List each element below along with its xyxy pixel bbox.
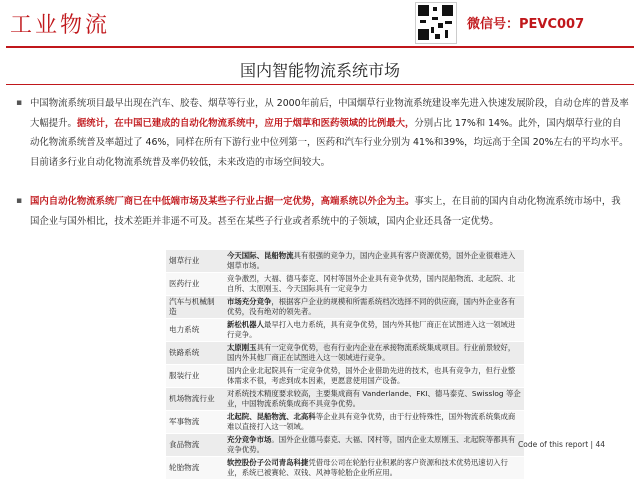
table-row-category: 军事物流 bbox=[166, 411, 224, 434]
table-row-desc bbox=[224, 319, 524, 342]
table-row-bold: 太原刚玉 bbox=[227, 343, 257, 352]
table-row-desc bbox=[224, 457, 524, 479]
table-row-category: 医药行业 bbox=[166, 273, 224, 296]
table-row bbox=[166, 273, 524, 296]
table-row bbox=[166, 434, 524, 457]
paragraph-2-highlight: 国内自动化物流系统厂商已在中低端市场及某些子行业占据一定优势，高端系统以外企为主。 bbox=[30, 196, 414, 207]
table-row bbox=[166, 388, 524, 411]
page-header bbox=[0, 0, 640, 48]
table-row-category: 烟草行业 bbox=[166, 250, 224, 273]
paragraph-1-highlight: 据统计，在中国已建成的自动化物流系统中，应用于烟草和医药领域的比例最大， bbox=[77, 118, 415, 129]
table-row bbox=[166, 411, 524, 434]
table-row-text: 最早打入电力系统，具有竞争优势，国内外其他厂商正在试图进入这一领域进行竞争。 bbox=[227, 320, 515, 339]
table-row-text: ，根据客户企业的规模和所需系统档次选择不同的供应商，国内外企业各有优势，没有绝对的领先者。 bbox=[227, 297, 515, 316]
table-row-bold: 新松机器人 bbox=[227, 320, 264, 329]
table-row-bold: 软控股份子公司青岛科捷 bbox=[227, 458, 308, 467]
table-row bbox=[166, 365, 524, 388]
table-row-desc bbox=[224, 411, 524, 434]
paragraph-1-text-b: 分别占比 17%和 14%。此外，国内烟草行业的自动化物流系统普及率超过了 46%，同样在所有下游行业中位列第一，医药和汽车行业分别为 41%和39%，均远高于全国 20%左右的平均水平。目前诸多行业自动化物流系统普及率仍较低，未来改造的市场空间较大。 bbox=[30, 118, 629, 168]
paragraph-2-text: 事实上，在目前的国内自动化物流系统市场中，我国企业与国外相比，技术差距并非遥不可及。甚至在某些子行业或者系统中的子领域，国内企业还具备一定优势。 bbox=[30, 196, 621, 227]
table-row bbox=[166, 319, 524, 342]
table-row-category: 轮胎物流 bbox=[166, 457, 224, 479]
table-row-bold: 充分竞争市场 bbox=[227, 435, 271, 444]
table-row-category: 食品物流 bbox=[166, 434, 224, 457]
header-divider bbox=[6, 46, 634, 48]
table-row-text: 具有一定竞争优势，也有行业内企业在承接物流系统集成项目。行业前景较好，国内外其他厂商正在试图进入这一领域进行竞争。 bbox=[227, 343, 515, 362]
table-row bbox=[166, 296, 524, 319]
table-row-desc bbox=[224, 365, 524, 388]
table-row bbox=[166, 250, 524, 273]
industry-competition-table bbox=[166, 249, 524, 479]
table-row-category: 服装行业 bbox=[166, 365, 224, 388]
table-row-bold: 今天国际、昆船物流 bbox=[227, 251, 294, 260]
table-row-desc bbox=[224, 388, 524, 411]
bullet-icon: ▪ bbox=[16, 94, 22, 114]
bullet-icon: ▪ bbox=[16, 192, 22, 212]
table-row-text: 。国外企业德马泰克、大福、冈村等，国内企业太原刚玉、北起院等都具有竞争优势。 bbox=[227, 435, 515, 454]
table-row-text: 具有很强的竞争力，国内企业具有客户资源优势，国外企业很难进入烟草市场。 bbox=[227, 251, 515, 270]
wechat-id: 微信号：PEVC007 bbox=[467, 13, 584, 32]
table-row-text: 凭借母公司在轮胎行业积累的客户资源和技术优势迅速切入行业，系统已被赛轮、双钱、风神等轮胎企业所应用。 bbox=[227, 458, 508, 477]
table-row-category: 机场物流行业 bbox=[166, 388, 224, 411]
qr-code-icon bbox=[415, 2, 457, 44]
table-row bbox=[166, 457, 524, 479]
table-row-desc bbox=[224, 273, 524, 296]
brand-title: 工业物流 bbox=[10, 8, 110, 39]
table-row-text: 竞争激烈，大福、德马泰克、冈村等国外企业具有竞争优势，国内昆船物流、北起院、北自所、太原刚玉、今天国际具有一定竞争力 bbox=[227, 274, 515, 293]
paragraph-1 bbox=[30, 94, 630, 172]
table-row-desc bbox=[224, 342, 524, 365]
table-row-desc bbox=[224, 296, 524, 319]
paragraph-2 bbox=[30, 192, 630, 231]
page-footer: Code of this report | 44 bbox=[518, 440, 605, 449]
table-row-category: 铁路系统 bbox=[166, 342, 224, 365]
table-row-text: 对系统技术精度要求较高，主要集成商有 Vanderlande、FKI、德马泰克、Swisslog 等企业，中国物流系统集成商不具竞争优势。 bbox=[227, 389, 521, 408]
table-row-text: 国内企业北起院具有一定竞争优势，国外企业借助先进的技术，也具有竞争力，但行业整体需求不很，考虑到成本因素，更愿意使用国产设备。 bbox=[227, 366, 515, 385]
table-row-category: 汽车与机械制造 bbox=[166, 296, 224, 319]
table-row-bold: 北起院、昆船物流、北高科 bbox=[227, 412, 316, 421]
table-row-text: 等企业具有竞争优势，由于行业特殊性，国外物流系统集成商难以直接打入这一领域。 bbox=[227, 412, 515, 431]
table-row-category: 电力系统 bbox=[166, 319, 224, 342]
table-row-bold: 市场充分竞争 bbox=[227, 297, 271, 306]
table-row bbox=[166, 342, 524, 365]
title-divider bbox=[6, 84, 634, 85]
page-title: 国内智能物流系统市场 bbox=[0, 58, 640, 81]
table-row-desc bbox=[224, 250, 524, 273]
table-row-desc bbox=[224, 434, 524, 457]
paragraph-1-text-a: 中国物流系统项目最早出现在汽车、胶卷、烟草等行业，从 2000年前后，中国烟草行业物流系统建设率先进入快速发展阶段，自动仓库的普及率大幅提升。 bbox=[30, 98, 629, 129]
